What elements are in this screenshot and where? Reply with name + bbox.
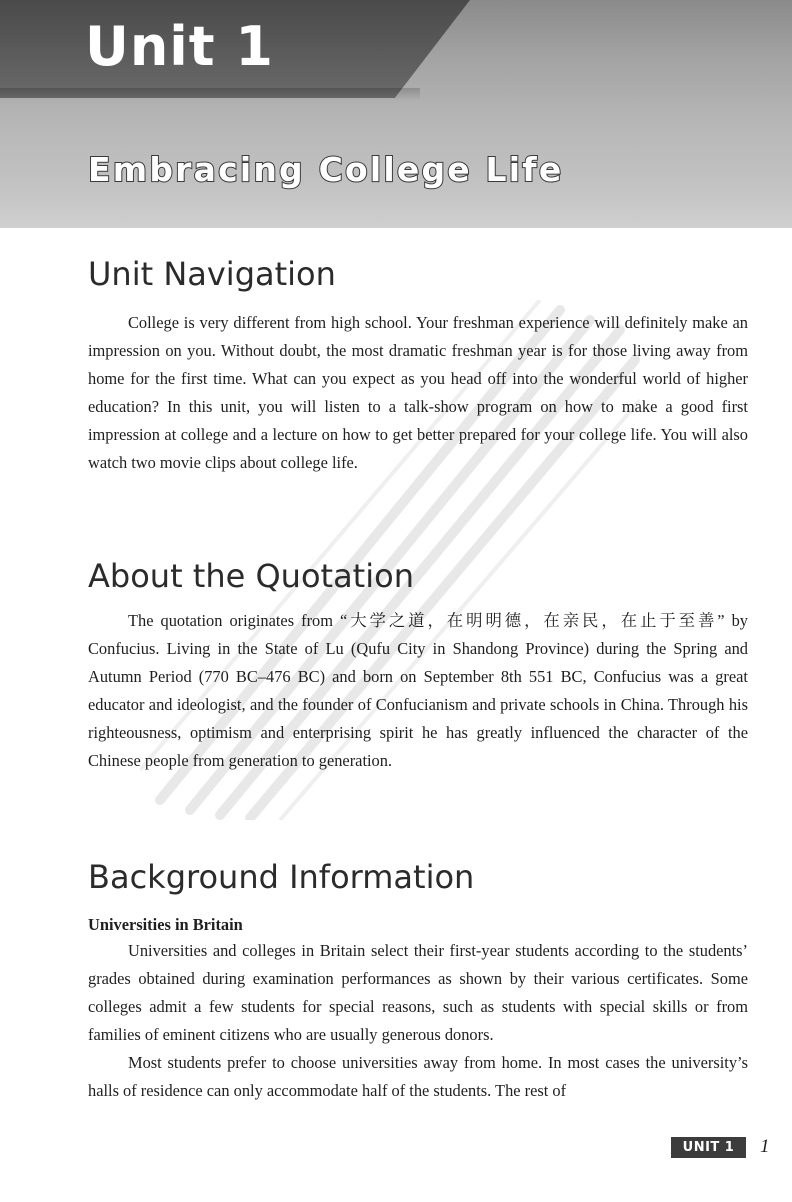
unit-banner [0, 0, 792, 228]
unit-navigation-heading: Unit Navigation [88, 255, 336, 293]
universities-in-britain-subheading: Universities in Britain [88, 915, 243, 934]
unit-title: Unit 1 [85, 15, 274, 78]
unit-navigation-body: College is very different from high school. Your freshman experience will definitely make an impression on you. Without doubt, the most dramatic freshman year is for those living away from home for the first time. What can you expect as you head off into the wonderful world of higher education? In this unit, you will listen to a talk-show program on how to make a good first impression at college and a lecture on how to get better prepared for your college life. You will also watch two movie clips about college life. [88, 313, 748, 472]
page-number: 1 [760, 1136, 770, 1157]
about-quotation-body: The quotation originates from “大学之道，在明明德，在亲民，在止于至善” by Confucius. Living in the State of Lu (Qufu City in Shandong Province) during the Spring and Autumn Period (770 BC–476 BC) and born on September 8th 551 BC, Confucius was a great educator and ideologist, and the founder of Confucianism and private schools in China. Through his righteousness, optimism and enterprising spirit he has greatly influenced the character of the Chinese people from generation to generation. [88, 611, 748, 770]
background-paragraph-1: Universities and colleges in Britain select their first-year students according to the students’ grades obtained during examination performances as shown by their various certificates. Some colleges admit a few students for special reasons, such as students with special skills or from families of eminent citizens who are usually generous donors. [88, 941, 748, 1044]
background-paragraph-2: Most students prefer to choose universities away from home. In most cases the university’s halls of residence can only accommodate half of the students. The rest of [88, 1053, 748, 1100]
banner-tab-shadow [0, 88, 420, 100]
background-information-heading: Background Information [88, 858, 475, 896]
unit-subtitle: Embracing College Life [88, 150, 564, 189]
unit-badge: UNIT 1 [671, 1137, 746, 1158]
about-quotation-heading: About the Quotation [88, 557, 414, 595]
